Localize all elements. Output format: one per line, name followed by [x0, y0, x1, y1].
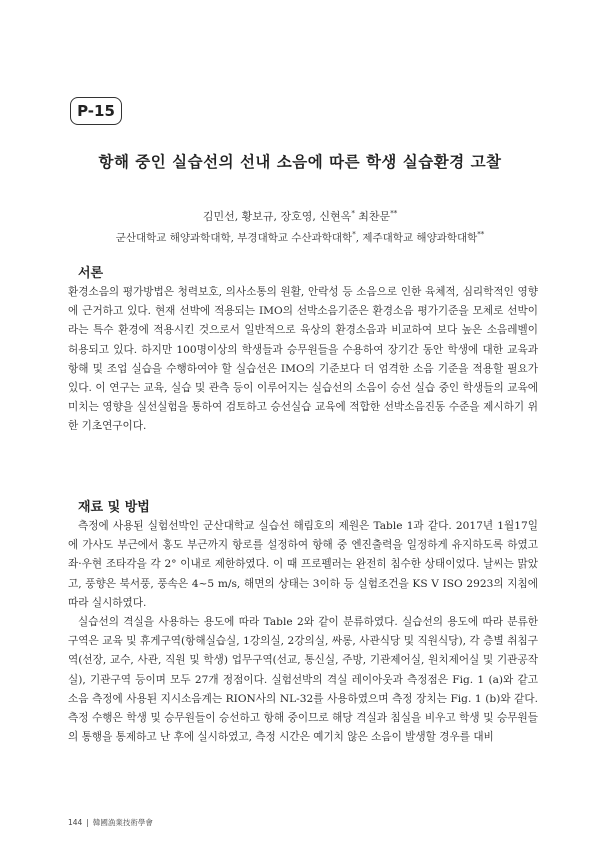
page-number: 144 [68, 818, 83, 827]
affiliation-mark: ** [477, 230, 485, 239]
affiliation-mark: ** [390, 209, 398, 218]
author-list [0, 208, 600, 224]
corresponding-author: 최찬문 [354, 210, 391, 223]
journal-name: 韓國漁業技術學會 [92, 818, 153, 827]
section-heading-methods: 재료 및 방법 [78, 500, 150, 515]
introduction-body [68, 283, 538, 437]
paragraph: 환경소음의 평가방법은 청력보호, 의사소통의 원활, 안락성 등 소음으로 인한 육체적, 심리학적인 영향에 근거하고 있다. 현재 선박에 적용되는 IMO의 선박소음기준은 환경소음 평가기준을 모체로 선박이라는 특수 환경에 적용시킨 것으로서 일반적으로 육상의 환경소음과 비교하여 보다 높은 소음레벨이 허용되고 있다. 하지만 100명이상의 학생들과 승무원들을 수용하여 장기간 동안 학생에 대한 교육과 항해 및 조업 실습을 수행하여야 할 실습선은 IMO의 기준보다 더 엄격한 소음 기준을 적용할 필요가 있다. 이 연구는 교육, 실습 및 관측 등이 이루어지는 실습선의 소음이 승선 실습 중인 학생들의 교육에 미치는 영향을 실선실험을 통하여 검토하고 승선실습 교육에 적합한 선박소음진동 수준을 제시하기 위한 기초연구이다. [68, 286, 538, 433]
paragraph: 실습선의 격실을 사용하는 용도에 따라 Table 2와 같이 분류하였다. 실습선의 용도에 따라 분류한 구역은 교육 및 휴게구역(항해실습실, 1강의실, 2강의실, 싸롱, 사관식당 및 직원식당), 각 층별 취침구역(선장, 교수, 사관, 직원 및 학생) 업무구역(선교, 통신실, 주방, 기관제어실, 원치제어실 및 기관공작실), 기관구역 등이며 모두 27개 정점이다. 실험선박의 격실 레이아웃과 측정점은 Fig. 1 (a)와 같고 소음 측정에 사용된 지시소음계는 RION사의 NL-32를 사용하였으며 측정 장치는 Fig. 1 (b)와 같다. 측정 수행은 학생 및 승무원들이 승선하고 항해 중이므로 해당 격실과 침실을 비우고 학생 및 승무원들의 통행을 통제하고 난 후에 실시하였고, 측정 시간은 예기치 않은 소음이 발생할 경우를 대비 [68, 616, 538, 744]
section-heading-introduction: 서론 [78, 266, 104, 281]
author-names: 김민선, 황보규, 장호영, 신현옥 [202, 210, 352, 223]
paper-title: 항해 중인 실습선의 선내 소음에 따른 학생 실습환경 고찰 [98, 152, 502, 171]
footer-separator: | [86, 818, 89, 827]
page-footer [68, 817, 153, 828]
affiliation-mark: * [352, 230, 356, 239]
methods-body [68, 517, 538, 747]
affiliation-part: 군산대학교 해양과학대학, 부경대학교 수산과학대학 [115, 232, 353, 244]
affiliation-mark: * [351, 209, 355, 218]
poster-number-badge: P-15 [70, 97, 122, 125]
affiliation-part: , 제주대학교 해양과학대학 [355, 232, 478, 244]
affiliation-line [0, 230, 600, 245]
paragraph: 측정에 사용된 실험선박인 군산대학교 실습선 해림호의 제원은 Table 1과 같다. 2017년 1월17일에 가사도 부근에서 홍도 부근까지 항로를 설정하여 항해 중 엔진출력을 일정하게 유지하도록 하였고 좌·우현 조타각을 각 2° 이내로 제한하였다. 이 때 프로펠러는 완전히 침수한 상태이었다. 날씨는 맑았고, 풍향은 북서풍, 풍속은 4~5 m/s, 해면의 상태는 3이하 등 실험조건을 KS V ISO 2923의 지침에 따라 실시하였다. [68, 520, 538, 609]
